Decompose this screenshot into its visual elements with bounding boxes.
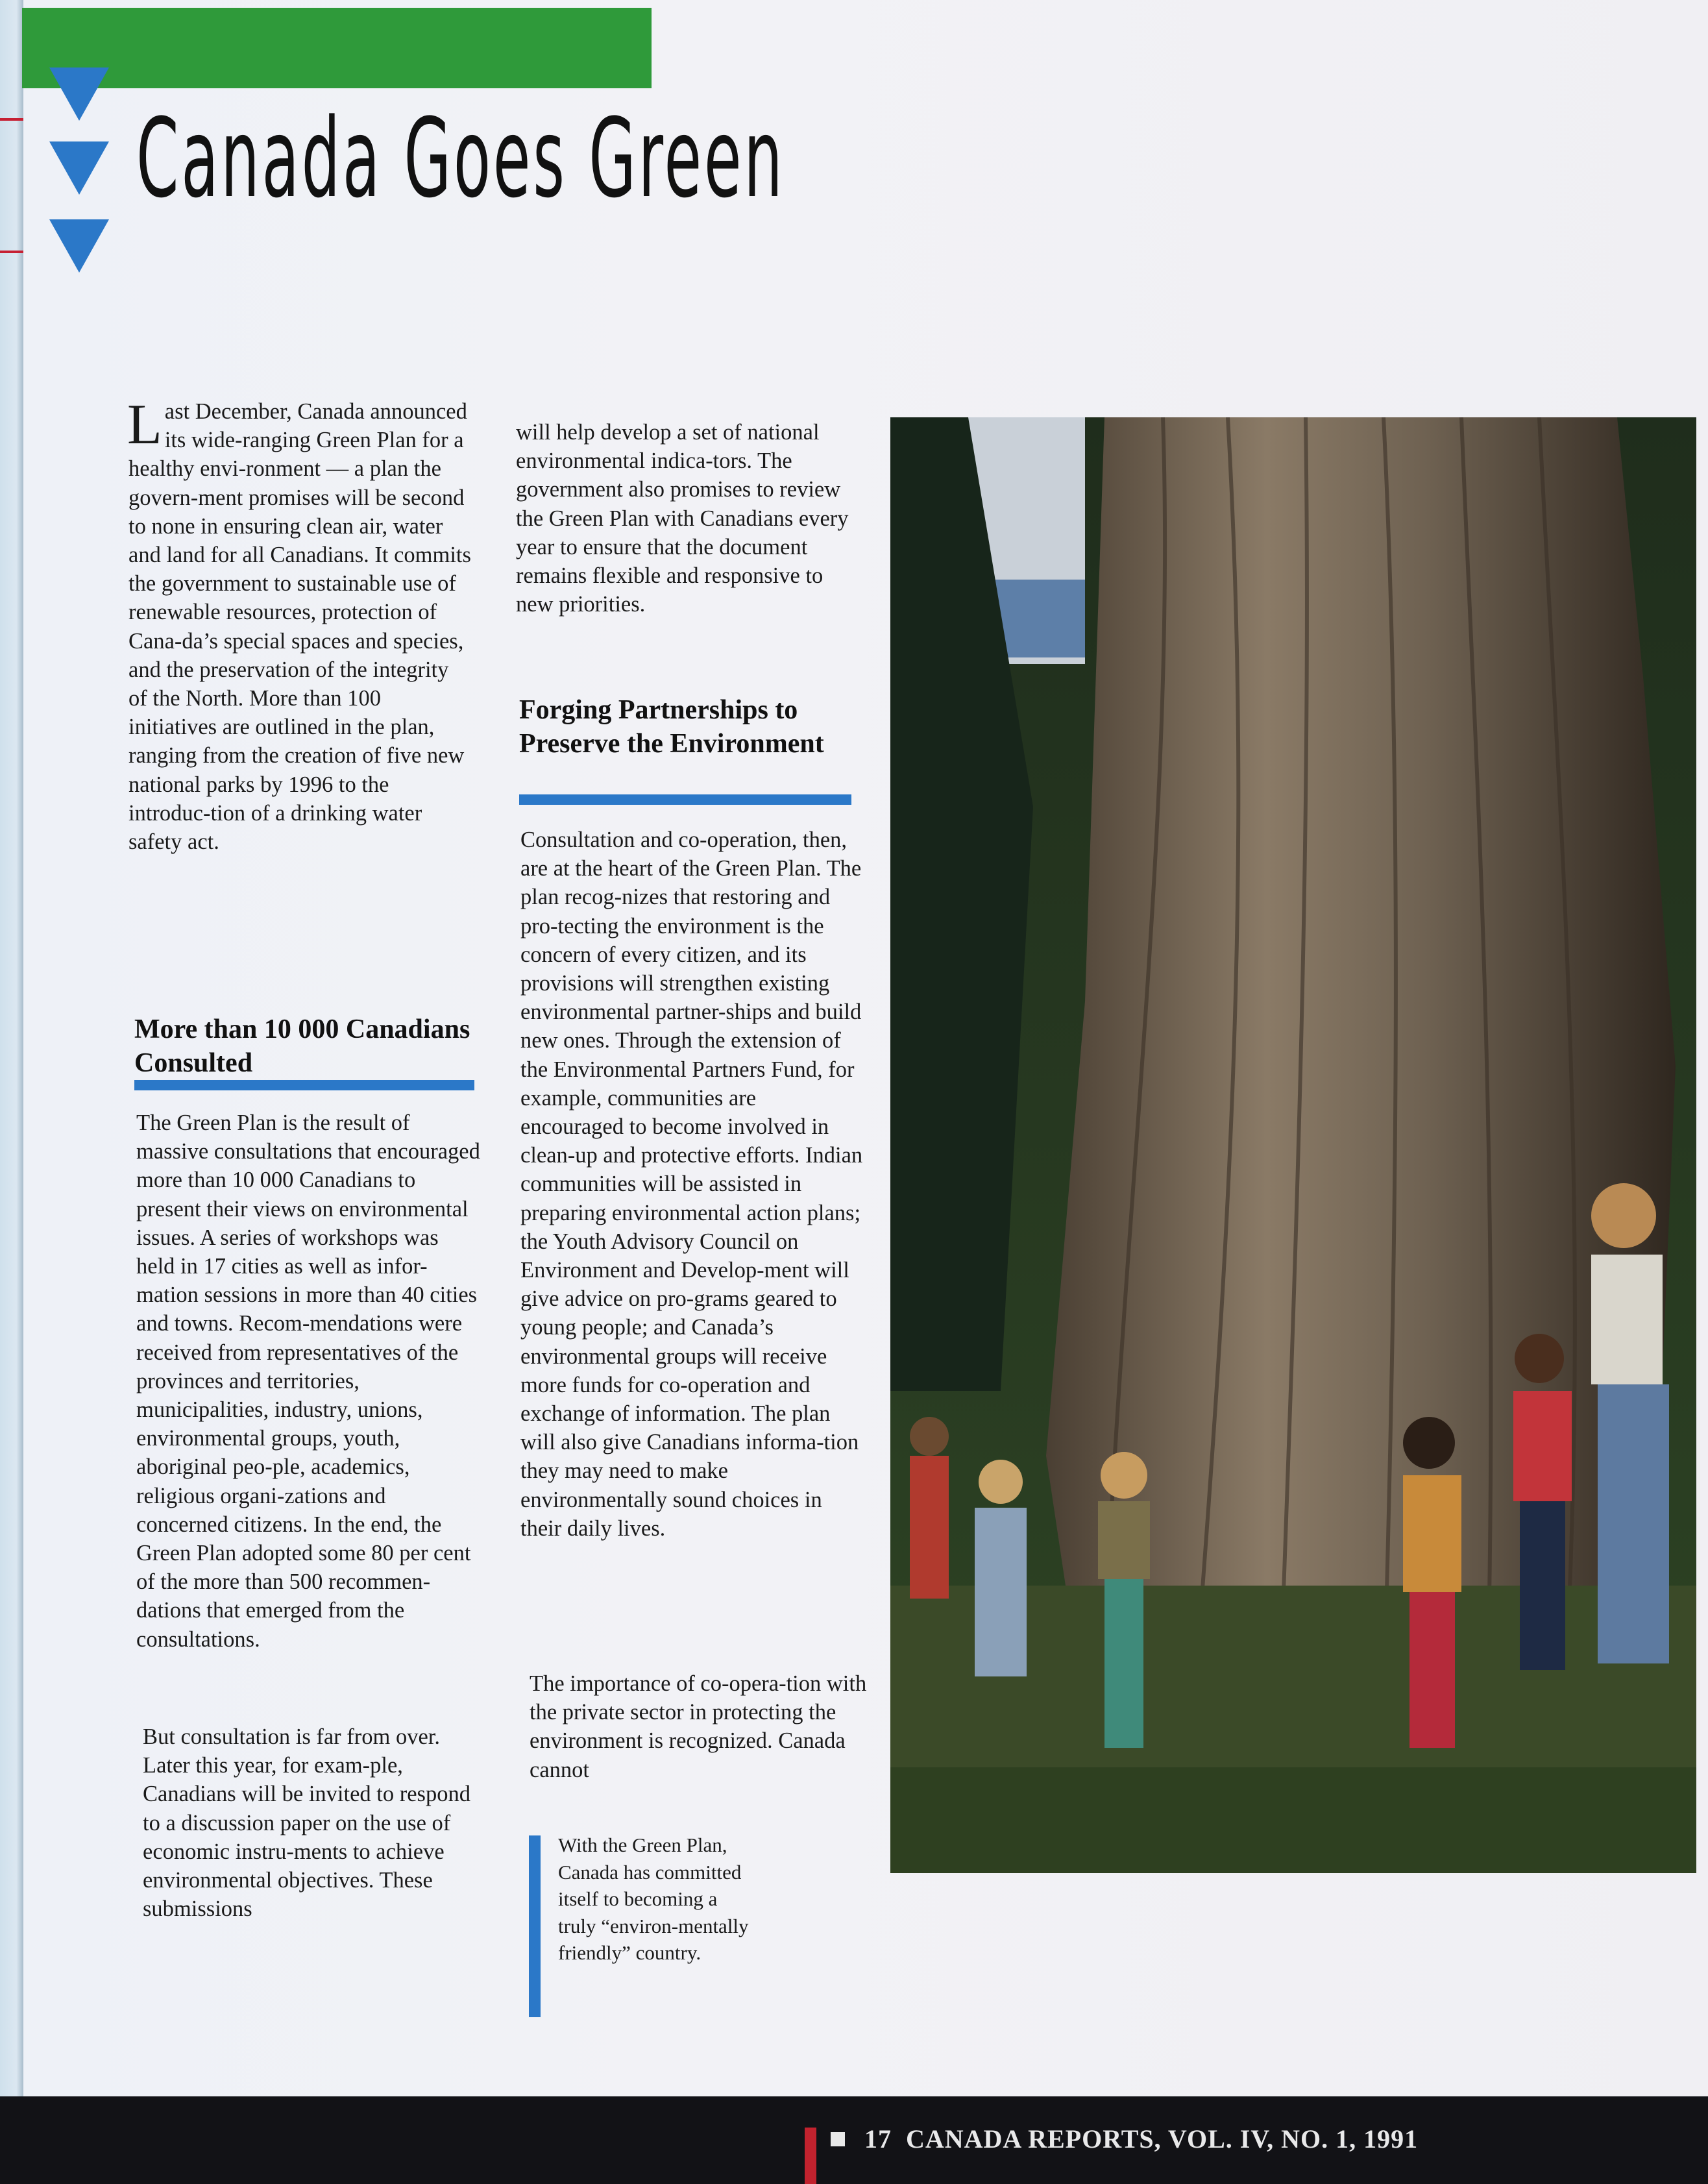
partnerships-paragraph: Consultation and co-operation, then, are at the heart of the Green Plan. The plan recog-nizes that restoring and pro-tecting the environment is the concern of every citizen, and its provisions will strengthen existing environmental partner-ships and build new ones. Through the extension of the Environmental Partners Fund, for example, communities are encouraged to become involved in clean-up and protective efforts. Indian communities will be assisted in preparing environmental action plans; the Youth Advisory Council on Environment and Develop-ment will give advice on pro-grams geared to young people; and Canada’s environmental groups will receive more funds for co-operation and exchange of information. The plan will also give Canadians informa-tion they may need to make environmentally sound choices in their daily lives.: [520, 828, 863, 1541]
triangle-icon: [49, 141, 109, 195]
consulted-paragraph: The Green Plan is the result of massive consultations that encouraged more than 10 000 Canadians to present their views on environmental issues. A series of workshops was held in 17 cities as well as infor-mation sessions in more than 40 cities and towns. Recom-mendations were received from representatives of the provinces and territories, municipalities, industry, unions, environmental groups, youth, aboriginal peo-ple, academics, religious organi-zations and concerned citizens. In the end, the Green Plan adopted some 80 per cent of the more than 500 recommen-dations that emerged from the consultations.: [136, 1110, 480, 1652]
binding-edge: [0, 0, 23, 2096]
tree-photo: [890, 417, 1696, 1873]
pull-quote: With the Green Plan, Canada has committed itself to becoming a truly “environ-mentally friendly” country.: [558, 1834, 749, 1964]
footer-band: [0, 2096, 1708, 2184]
consultation-paragraph: But consultation is far from over. Later this year, for exam-ple, Canadians will be invited to respond to a discussion paper on the use of economic instru-ments to achieve environmental objectives. These submissions: [143, 1724, 470, 1922]
heading-rule: [134, 1080, 474, 1090]
section-heading-partnerships: Forging Partnerships to Preserve the Environment: [519, 695, 824, 759]
intro-text: ast December, Canada announced its wide-ranging Green Plan for a healthy envi-ronment — a plan the govern-ment promises will be second to none in ensuring clean air, water and land for all Canadians. It commits the government to sustainable use of renewable resources, protection of Cana-da’s special spaces and species, and the preservation of the integrity of the North. More than 100 initiatives are outlined in the plan, ranging from the creation of five new national parks by 1996 to the introduc-tion of a drinking water safety act.: [128, 399, 471, 855]
heading-rule: [519, 794, 851, 805]
section-heading-consulted: More than 10 000 Canadians Consulted: [134, 1014, 470, 1078]
page-title: Canada Goes Green: [136, 95, 785, 222]
drop-cap: L: [127, 393, 162, 456]
binding-rule: [0, 251, 23, 253]
header-green-bar: [22, 8, 652, 88]
pull-quote-bar: [529, 1835, 541, 2017]
square-bullet-icon: [831, 2132, 845, 2146]
binding-rule: [0, 118, 23, 121]
continuation-paragraph: will help develop a set of national environmental indica-tors. The government also promises to review the Green Plan with Canadians every year to ensure that the document remains flexible and responsive to new priorities.: [516, 420, 849, 617]
triangle-icon: [49, 67, 109, 121]
publication-name: CANADA REPORTS, VOL. IV, NO. 1, 1991: [906, 2124, 1419, 2153]
intro-paragraph: [127, 393, 472, 856]
footer-red-bar: [805, 2128, 816, 2184]
page-number: 17: [864, 2124, 892, 2153]
footer-folio: [864, 2124, 1418, 2154]
triangle-icon: [49, 219, 109, 273]
private-sector-paragraph: The importance of co-opera-tion with the private sector in protecting the environment is recognized. Canada cannot: [530, 1671, 867, 1782]
